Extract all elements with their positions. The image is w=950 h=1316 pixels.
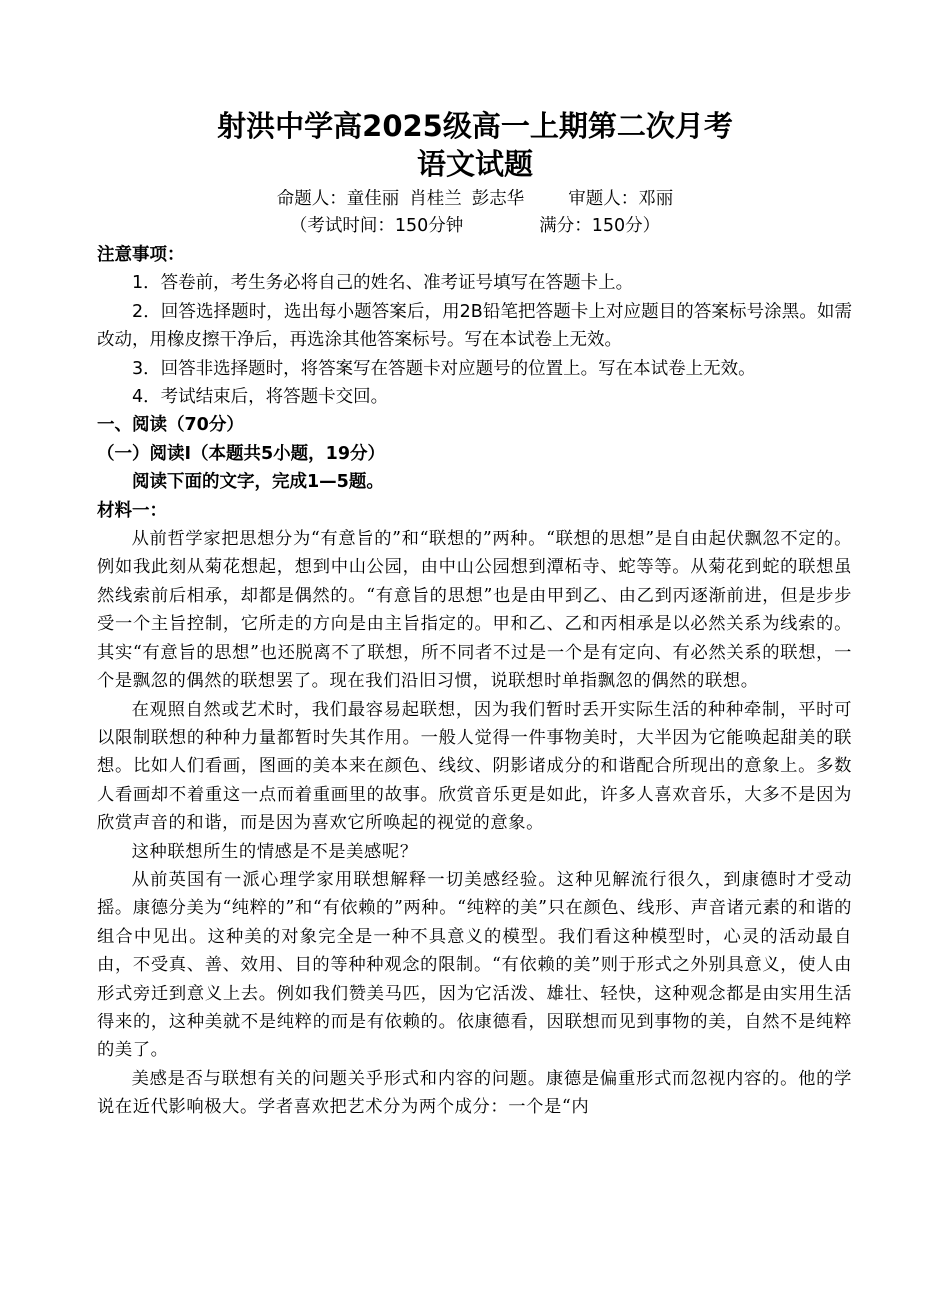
reviewer-label: 审题人：邓丽 (568, 189, 674, 209)
subsection-heading: （一）阅读Ⅰ（本题共5小题，19分） (97, 443, 386, 464)
passage-paragraph: 从前哲学家把思想分为“有意旨的”和“联想的”两种。“联想的思想”是自由起伏飘忽不定的。例如我此刻从菊花想起，想到中山公园，由中山公园想到潭柘寺、蛇等等。从菊花到蛇的联想虽然线索前后相承，却都是偶然的。“有意旨的思想”也是由甲到乙、由乙到丙逐渐前进，但是步步受一个主旨控制，它所走的方向是由主旨指定的。甲和乙、乙和丙相承是以必然关系为线索的。其实“有意旨的思想”也还脱离不了联想，所不同者不过是一个是有定向、有必然关系的联想，一个是飘忽的偶然的联想罢了。现在我们沿旧习惯，说联想时单指飘忽的偶然的联想。 (97, 529, 852, 692)
note-item: 4．考试结束后，将答题卡交回。 (132, 387, 389, 408)
setter-name: 肖桂兰 (409, 189, 462, 209)
note-item: 3．回答非选择题时，将答案写在答题卡对应题号的位置上。写在本试卷上无效。 (132, 358, 756, 379)
passage-paragraph: 在观照自然或艺术时，我们最容易起联想，因为我们暂时丢开实际生活的种种牵制，平时可以限制联想的种种力量都暂时失其作用。一般人觉得一件事物美时，大半因为它能唤起甜美的联想。比如人们看画，图画的美本来在颜色、线纹、阴影诸成分的和谐配合所现出的意象上。多数人看画却不着重这一点而着重画里的故事。欣赏音乐更是如此，许多人喜欢音乐，大多不是因为欣赏声音的和谐，而是因为喜欢它所唤起的视觉的意象。 (97, 699, 852, 834)
exam-subject-title: 语文试题 (416, 147, 533, 181)
exam-time: （考试时间：150分钟 (289, 216, 464, 236)
reading-instruction: 阅读下面的文字，完成1—5题。 (132, 472, 384, 493)
full-score: 满分：150分） (539, 216, 661, 236)
passage-paragraph: 美感是否与联想有关的问题关乎形式和内容的问题。康德是偏重形式而忽视内容的。他的学说在近代影响极大。学者喜欢把艺术分为两个成分：一个是“内 (97, 1068, 852, 1118)
exam-time-line (0, 213, 950, 239)
setter-name: 彭志华 (471, 189, 525, 209)
exam-title: 射洪中学高2025级高一上期第二次月考 (217, 109, 733, 143)
passage-paragraph: 从前英国有一派心理学家用联想解释一切美感经验。这种见解流行很久，到康德时才受动摇。康德分美为“纯粹的”和“有依赖的”两种。“纯粹的美”只在颜色、线形、声音诸元素的和谐的组合中见出。这种美的对象完全是一种不具意义的模型。我们看这种模型时，心灵的活动最自由，不受真、善、效用、目的等种种观念的限制。“有依赖的美”则于形式之外别具意义，使人由形式旁迁到意义上去。例如我们赞美马匹，因为它活泼、雄壮、轻快，这种观念都是由实用生活得来的，这种美就不是纯粹的而是有依赖的。依康德看，因联想而见到事物的美，自然不是纯粹的美了。 (97, 869, 852, 1061)
reading-passage (97, 525, 852, 1122)
material-label: 材料一： (97, 500, 167, 521)
section-heading: 一、阅读（70分） (97, 415, 244, 436)
note-item: 2．回答选择题时，选出每小题答案后，用2B铅笔把答题卡上对应题目的答案标号涂黑。如需改动，用橡皮擦干净后，再选涂其他答案标号。写在本试卷上无效。 (97, 301, 852, 351)
passage-paragraph: 这种联想所生的情感是不是美感呢？ (131, 841, 418, 862)
exam-setters-line (0, 186, 950, 212)
notes-heading: 注意事项： (97, 245, 185, 265)
setters-label: 命题人：童佳丽 (276, 189, 400, 209)
note-item: 1．答卷前，考生务必将自己的姓名、准考证号填写在答题卡上。 (132, 273, 634, 294)
exam-body (97, 241, 852, 1122)
